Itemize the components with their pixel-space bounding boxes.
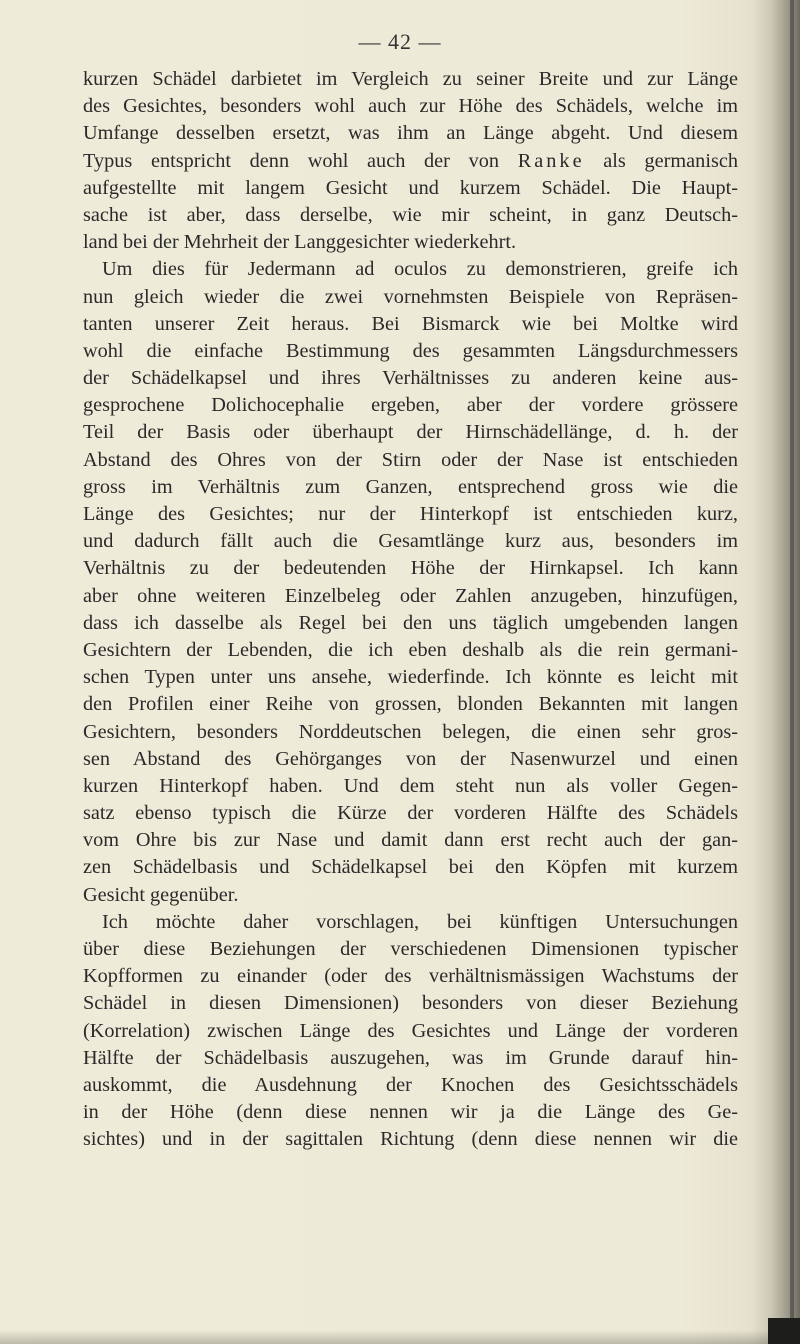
text-line: kurzen Hinterkopf haben. Und dem steht nun als voller Gegen- (83, 774, 738, 797)
text-line: dass ich dasselbe als Regel bei den uns täglich umgebenden langen (83, 611, 738, 634)
text-line: vom Ohre bis zur Nase und damit dann erst recht auch der gan- (83, 829, 738, 852)
text-line: Schädel in diesen Dimensionen) besonders von dieser Beziehung (83, 992, 738, 1015)
text-line: Kopfformen zu einander (oder des verhältnismässigen Wachstums der (83, 965, 738, 988)
text-line: land bei der Mehrheit der Langgesichter wiederkehrt. (83, 231, 517, 254)
text-line: satz ebenso typisch die Kürze der vorderen Hälfte des Schädels (83, 802, 738, 825)
text-line: des Gesichtes, besonders wohl auch zur Höhe des Schädels, welche im (83, 95, 738, 118)
text-line: Gesicht gegenüber. (83, 883, 239, 906)
paragraph-start-line: Ich möchte daher vorschlagen, bei künftigen Untersuchungen (102, 910, 738, 933)
emphasized-name: Ranke (517, 149, 585, 172)
text-line: zen Schädelbasis und Schädelkapsel bei den Köpfen mit kurzem (83, 856, 738, 879)
text-line: den Profilen einer Reihe von grossen, blonden Bekannten mit langen (83, 693, 738, 716)
text-line: Länge des Gesichtes; nur der Hinterkopf ist entschieden kurz, (83, 503, 738, 525)
body-text (83, 66, 738, 1154)
text-line: Gesichtern der Lebenden, die ich eben deshalb als die rein germani- (83, 638, 738, 661)
text-line: aber ohne weiteren Einzelbeleg oder Zahlen anzugeben, hinzufügen, (83, 584, 738, 607)
text-line: Umfange desselben ersetzt, was ihm an Länge abgeht. Und diesem (83, 122, 738, 145)
text-line: sen Abstand des Gehörganges von der Nasenwurzel und einen (83, 747, 738, 770)
text-line: sichtes) und in der sagittalen Richtung (denn diese nennen wir die (83, 1128, 738, 1151)
text-line: sache ist aber, dass derselbe, wie mir scheint, in ganz Deutsch- (83, 203, 738, 226)
text-line: (Korrelation) zwischen Länge des Gesichtes und Länge der vorderen (83, 1019, 738, 1042)
page-bottom-shadow (0, 1330, 800, 1344)
text-line: und dadurch fällt auch die Gesamtlänge kurz aus, besonders im (83, 530, 738, 553)
text-line: gesprochene Dolichocephalie ergeben, aber der vordere grössere (83, 394, 738, 417)
text-line: tanten unserer Zeit heraus. Bei Bismarck wie bei Moltke wird (83, 312, 738, 335)
text-line: Hälfte der Schädelbasis auszugehen, was im Grunde darauf hin- (83, 1046, 738, 1069)
page-number: — 42 — (358, 29, 442, 54)
book-binding-edge (790, 0, 794, 1344)
text-line: Verhältnis zu der bedeutenden Höhe der Hirnkapsel. Ich kann (83, 557, 738, 580)
text-line: über diese Beziehungen der verschiedenen Dimensionen typischer (83, 938, 738, 960)
text-line: der Schädelkapsel und ihres Verhältnisses zu anderen keine aus- (83, 367, 738, 390)
text-line: nun gleich wieder die zwei vornehmsten Beispiele von Repräsen- (83, 285, 738, 308)
text-line: kurzen Schädel darbietet im Vergleich zu seiner Breite und zur Länge (83, 68, 738, 90)
text-line: aufgestellte mit langem Gesicht und kurzem Schädel. Die Haupt- (83, 176, 738, 199)
page-corner-shadow (768, 1318, 800, 1344)
text-line: Teil der Basis oder überhaupt der Hirnschädellänge, d. h. der (83, 421, 738, 444)
text-line: in der Höhe (denn diese nennen wir ja die Länge des Ge- (83, 1101, 738, 1124)
text-line: Typus entspricht denn wohl auch der von Ranke als germanisch (83, 149, 738, 172)
text-line: schen Typen unter uns ansehe, wiederfinde. Ich könnte es leicht mit (83, 666, 738, 689)
paragraph-start-line: Um dies für Jedermann ad oculos zu demonstrieren, greife ich (102, 258, 738, 281)
text-line: Gesichtern, besonders Norddeutschen belegen, die einen sehr gros- (83, 720, 738, 743)
text-line: gross im Verhältnis zum Ganzen, entsprechend gross wie die (83, 475, 738, 498)
text-line: Abstand des Ohres von der Stirn oder der Nase ist entschieden (83, 448, 738, 471)
text-line: wohl die einfache Bestimmung des gesammten Längsdurchmessers (83, 339, 738, 362)
text-line: auskommt, die Ausdehnung der Knochen des Gesichtsschädels (83, 1073, 738, 1096)
